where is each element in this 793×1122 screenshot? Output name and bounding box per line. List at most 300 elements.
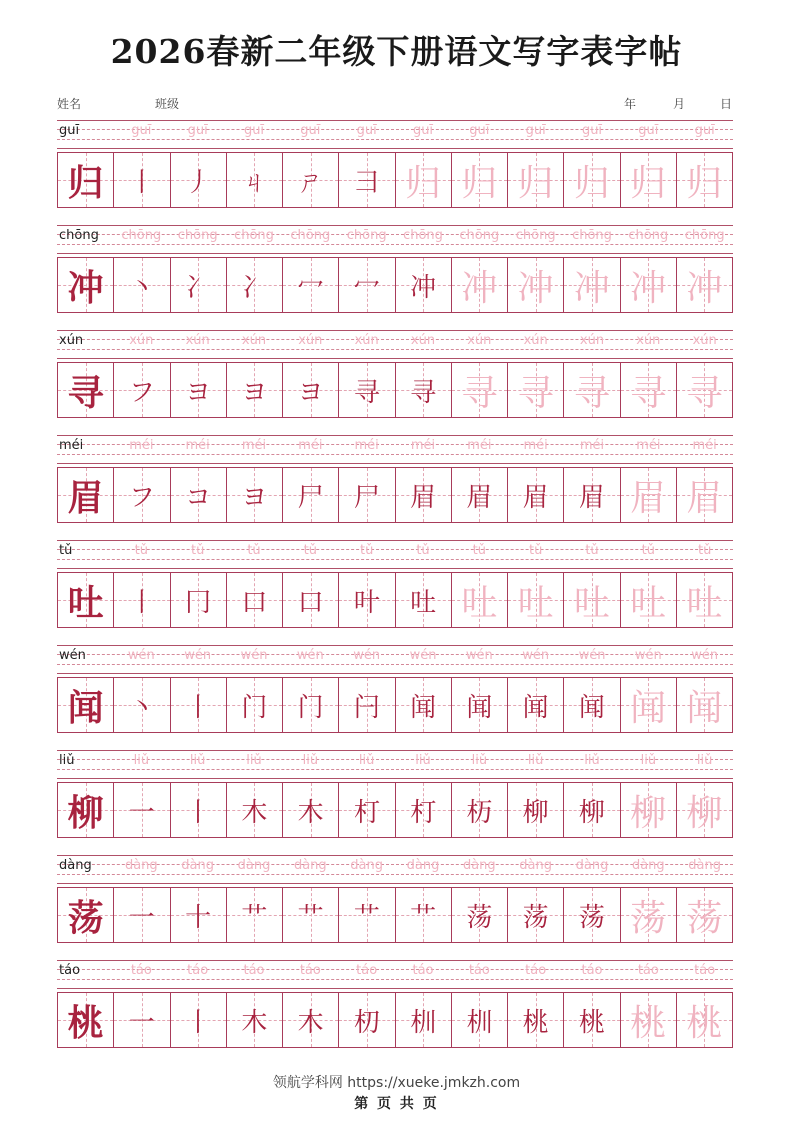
practice-row [57, 750, 733, 855]
tianzige-cell[interactable] [283, 993, 339, 1047]
stroke-order-step: ヨ [185, 377, 212, 408]
pinyin-trace: táo [581, 963, 603, 978]
tianzige-cell[interactable] [114, 783, 170, 837]
tianzige-cell[interactable] [283, 468, 339, 522]
tianzige-cell[interactable] [621, 258, 677, 312]
pinyin-trace: liǔ [189, 753, 206, 768]
model-character: 桃 [67, 1001, 104, 1044]
pinyin-trace: liǔ [415, 753, 431, 768]
tianzige-cell[interactable] [564, 573, 620, 627]
stroke-order-step: 尸 [297, 482, 324, 513]
pinyin-trace: méi [129, 438, 154, 453]
practice-row [57, 435, 733, 540]
pinyin-trace: wén [691, 648, 719, 663]
stroke-order-step: 眉 [466, 482, 493, 513]
stroke-order-step: 尸 [353, 482, 380, 513]
stroke-order-step: 眉 [522, 482, 549, 513]
pinyin-label: dàng [59, 858, 92, 873]
page-title: 2026春新二年级下册语文写字表字帖 [110, 32, 683, 71]
pinyin-trace: xún [410, 333, 436, 348]
pinyin-trace: guī [525, 123, 546, 138]
footer-page-number: 第 页 共 页 [354, 1096, 439, 1112]
tianzige-cell[interactable] [452, 888, 508, 942]
stroke-order-step: 门 [297, 692, 324, 723]
tianzige-cell[interactable] [58, 783, 114, 837]
tianzige-cell[interactable] [58, 573, 114, 627]
tianzige-cell[interactable] [227, 993, 283, 1047]
tianzige-cell[interactable] [396, 888, 452, 942]
tianzige-cell[interactable] [58, 993, 114, 1047]
stroke-order-step: 艹 [410, 902, 437, 933]
stroke-order-step: 寻 [410, 377, 437, 408]
tianzige-cell[interactable] [508, 573, 564, 627]
tianzige-cell[interactable] [508, 993, 564, 1047]
pinyin-trace: wén [409, 648, 437, 663]
tianzige-cell[interactable] [339, 888, 395, 942]
tianzige-cell[interactable] [564, 783, 620, 837]
tianzige-row [57, 572, 733, 628]
trace-character: 寻 [517, 372, 554, 414]
stroke-order-step: 杊 [410, 1007, 437, 1038]
pinyin-trace: táo [243, 963, 265, 978]
pinyin-trace: chōng [234, 228, 274, 243]
pinyin-trace: chōng [684, 228, 725, 243]
stroke-order-step: ヨ [297, 377, 324, 408]
pinyin-band [57, 855, 733, 883]
tianzige-cell[interactable] [227, 783, 283, 837]
pinyin-label: liǔ [59, 753, 75, 768]
tianzige-cell[interactable] [677, 153, 733, 207]
tianzige-cell[interactable] [339, 468, 395, 522]
tianzige-cell[interactable] [339, 363, 395, 417]
pinyin-trace: liǔ [358, 753, 375, 768]
footer-site: 领航学科网 https://xueke.jmkzh.com [272, 1075, 521, 1091]
stroke-order-step: 寻 [353, 377, 380, 408]
model-character: 吐 [67, 581, 104, 624]
tianzige-cell[interactable] [227, 258, 283, 312]
stroke-order-step: 口 [241, 587, 268, 618]
pinyin-trace: chōng [628, 228, 669, 243]
pinyin-trace: wén [578, 648, 606, 663]
day-label: 日 [720, 97, 733, 111]
tianzige-cell[interactable] [564, 153, 620, 207]
pinyin-trace: chōng [290, 228, 331, 243]
pinyin-trace: guī [187, 123, 208, 138]
stroke-order-step: フ [128, 482, 155, 513]
trace-character: 寻 [573, 372, 610, 414]
pinyin-trace: liǔ [696, 753, 713, 768]
tianzige-row [57, 887, 733, 943]
tianzige-cell[interactable] [114, 678, 170, 732]
pinyin-trace: dàng [519, 858, 553, 873]
tianzige-cell[interactable] [283, 153, 339, 207]
pinyin-trace: liǔ [527, 753, 544, 768]
pinyin-trace: xún [298, 333, 323, 348]
pinyin-trace: táo [468, 963, 490, 978]
tianzige-row [57, 677, 733, 733]
tianzige-cell[interactable] [621, 783, 677, 837]
tianzige-cell[interactable] [58, 678, 114, 732]
pinyin-trace: guī [694, 123, 715, 138]
tianzige-cell[interactable] [508, 258, 564, 312]
tianzige-cell[interactable] [452, 363, 508, 417]
tianzige-cell[interactable] [396, 258, 452, 312]
stroke-order-step: 木 [241, 797, 268, 828]
tianzige-cell[interactable] [227, 573, 283, 627]
stroke-order-step: 冫 [185, 272, 212, 303]
tianzige-cell[interactable] [677, 783, 733, 837]
tianzige-cell[interactable] [227, 888, 283, 942]
tianzige-row [57, 467, 733, 523]
tianzige-cell[interactable] [58, 468, 114, 522]
trace-character: 冲 [517, 267, 554, 309]
pinyin-trace: liǔ [584, 753, 600, 768]
tianzige-cell[interactable] [58, 363, 114, 417]
trace-character: 柳 [630, 792, 667, 834]
tianzige-cell[interactable] [114, 468, 170, 522]
tianzige-cell[interactable] [396, 363, 452, 417]
tianzige-cell[interactable] [452, 993, 508, 1047]
tianzige-cell[interactable] [58, 258, 114, 312]
tianzige-cell[interactable] [114, 888, 170, 942]
name-label: 姓名 [57, 97, 82, 111]
pinyin-label: méi [59, 438, 84, 453]
practice-row [57, 960, 733, 1065]
trace-character: 眉 [630, 477, 667, 519]
tianzige-row [57, 992, 733, 1048]
pinyin-trace: guī [356, 123, 377, 138]
tianzige-cell[interactable] [508, 888, 564, 942]
pinyin-trace: táo [299, 963, 321, 978]
tianzige-cell[interactable] [114, 573, 170, 627]
stroke-order-step: 口 [297, 587, 324, 618]
pinyin-trace: dàng [350, 858, 384, 873]
stroke-order-step: 杊 [466, 1007, 493, 1038]
stroke-order-step: 木 [297, 797, 324, 828]
tianzige-cell[interactable] [171, 468, 227, 522]
pinyin-trace: chōng [346, 228, 387, 243]
pinyin-trace: xún [241, 333, 267, 348]
practice-row [57, 225, 733, 330]
tianzige-cell[interactable] [283, 678, 339, 732]
trace-character: 吐 [573, 582, 610, 624]
stroke-order-step: 柳 [522, 797, 549, 828]
pinyin-trace: guī [469, 123, 490, 138]
stroke-order-step: 艹 [241, 902, 268, 933]
stroke-order-step: 丨 [128, 587, 155, 618]
model-character: 荡 [67, 896, 104, 939]
tianzige-cell[interactable] [339, 258, 395, 312]
pinyin-trace: méi [579, 438, 605, 453]
trace-character: 冲 [573, 267, 610, 309]
trace-character: 桃 [630, 1002, 667, 1044]
pinyin-trace: tǔ [134, 543, 148, 558]
tianzige-cell[interactable] [227, 678, 283, 732]
stroke-order-step: 桃 [578, 1007, 605, 1038]
tianzige-cell[interactable] [508, 363, 564, 417]
tianzige-cell[interactable] [564, 468, 620, 522]
trace-character: 柳 [686, 792, 723, 834]
tianzige-cell[interactable] [171, 153, 227, 207]
stroke-order-step: 眉 [578, 482, 605, 513]
tianzige-cell[interactable] [677, 993, 733, 1047]
stroke-order-step: 木 [241, 1007, 268, 1038]
tianzige-cell[interactable] [396, 153, 452, 207]
pinyin-trace: xún [467, 333, 492, 348]
tianzige-cell[interactable] [227, 363, 283, 417]
trace-character: 寻 [686, 372, 723, 414]
trace-character: 归 [517, 162, 554, 204]
tianzige-cell[interactable] [171, 783, 227, 837]
pinyin-trace: táo [637, 963, 659, 978]
tianzige-cell[interactable] [452, 258, 508, 312]
stroke-order-step: 丨 [185, 1007, 212, 1038]
tianzige-cell[interactable] [621, 363, 677, 417]
trace-character: 归 [461, 162, 498, 204]
pinyin-trace: dàng [406, 858, 440, 873]
practice-row [57, 540, 733, 645]
tianzige-cell[interactable] [339, 573, 395, 627]
pinyin-trace: liǔ [302, 753, 319, 768]
tianzige-cell[interactable] [677, 888, 733, 942]
pinyin-trace: wén [353, 648, 381, 663]
tianzige-cell[interactable] [396, 468, 452, 522]
pinyin-trace: táo [412, 963, 434, 978]
tianzige-cell[interactable] [171, 678, 227, 732]
tianzige-cell[interactable] [508, 468, 564, 522]
tianzige-cell[interactable] [508, 678, 564, 732]
tianzige-row [57, 362, 733, 418]
pinyin-trace: táo [130, 963, 152, 978]
year-label: 年 [624, 97, 637, 111]
tianzige-cell[interactable] [227, 153, 283, 207]
stroke-order-step: 丨 [128, 167, 155, 198]
tianzige-cell[interactable] [452, 783, 508, 837]
tianzige-cell[interactable] [339, 153, 395, 207]
tianzige-cell[interactable] [396, 678, 452, 732]
model-character: 柳 [67, 791, 104, 834]
stroke-order-step: 闻 [522, 692, 549, 723]
pinyin-trace: dàng [293, 858, 327, 873]
trace-character: 冲 [461, 267, 498, 309]
pinyin-trace: chōng [177, 228, 218, 243]
pinyin-trace: tǔ [472, 543, 486, 558]
stroke-order-step: 冫 [241, 272, 268, 303]
stroke-order-step: 丨 [185, 797, 212, 828]
tianzige-cell[interactable] [171, 573, 227, 627]
pinyin-trace: méi [354, 438, 379, 453]
pinyin-trace: tǔ [359, 543, 374, 558]
pinyin-trace: wén [296, 648, 324, 663]
tianzige-cell[interactable] [58, 888, 114, 942]
pinyin-trace: liǔ [471, 753, 488, 768]
pinyin-trace: guī [638, 123, 659, 138]
stroke-order-step: 冂 [185, 587, 212, 618]
practice-row [57, 120, 733, 225]
pinyin-trace: tǔ [585, 543, 599, 558]
pinyin-band [57, 750, 733, 778]
pinyin-trace: chōng [459, 228, 500, 243]
pinyin-band [57, 960, 733, 988]
tianzige-cell[interactable] [677, 573, 733, 627]
pinyin-trace: táo [694, 963, 716, 978]
stroke-order-step: ㄕ [297, 167, 324, 198]
stroke-order-step: ㄐ [241, 167, 268, 198]
tianzige-cell[interactable] [171, 258, 227, 312]
tianzige-cell[interactable] [677, 363, 733, 417]
tianzige-cell[interactable] [283, 363, 339, 417]
tianzige-row [57, 782, 733, 838]
pinyin-trace: xún [185, 333, 210, 348]
tianzige-cell[interactable] [114, 993, 170, 1047]
tianzige-cell[interactable] [171, 888, 227, 942]
stroke-order-step: 吐 [410, 587, 437, 618]
month-label: 月 [673, 97, 686, 111]
tianzige-cell[interactable] [396, 783, 452, 837]
pinyin-trace: xún [354, 333, 379, 348]
stroke-order-step: 一 [128, 797, 155, 828]
stroke-order-step: 艹 [297, 902, 324, 933]
tianzige-cell[interactable] [677, 468, 733, 522]
tianzige-cell[interactable] [58, 153, 114, 207]
stroke-order-step: 彐 [353, 167, 380, 198]
pinyin-trace: méi [692, 438, 717, 453]
tianzige-cell[interactable] [171, 993, 227, 1047]
pinyin-trace: liǔ [133, 753, 150, 768]
stroke-order-step: 丶 [128, 272, 155, 303]
pinyin-trace: dàng [181, 858, 215, 873]
tianzige-cell[interactable] [621, 468, 677, 522]
pinyin-trace: wén [634, 648, 662, 663]
pinyin-trace: chōng [121, 228, 162, 243]
stroke-order-step: 杤 [466, 797, 493, 828]
tianzige-cell[interactable] [621, 678, 677, 732]
tianzige-cell[interactable] [227, 468, 283, 522]
tianzige-cell[interactable] [621, 993, 677, 1047]
tianzige-cell[interactable] [508, 153, 564, 207]
pinyin-band [57, 120, 733, 148]
tianzige-cell[interactable] [621, 888, 677, 942]
pinyin-trace: méi [185, 438, 210, 453]
pinyin-trace: méi [523, 438, 548, 453]
trace-character: 归 [686, 162, 723, 204]
stroke-order-step: 朷 [353, 1007, 380, 1038]
stroke-order-step: 朾 [353, 797, 380, 828]
pinyin-trace: dàng [631, 858, 665, 873]
tianzige-cell[interactable] [339, 993, 395, 1047]
pinyin-trace: wén [127, 648, 155, 663]
pinyin-trace: táo [525, 963, 547, 978]
practice-row [57, 855, 733, 960]
pinyin-trace: dàng [575, 858, 609, 873]
tianzige-cell[interactable] [564, 678, 620, 732]
pinyin-trace: guī [243, 123, 265, 138]
pinyin-band [57, 330, 733, 358]
stroke-order-step: 桃 [522, 1007, 549, 1038]
stroke-order-step: 眉 [410, 482, 437, 513]
stroke-order-step: 柳 [578, 797, 605, 828]
tianzige-cell[interactable] [621, 153, 677, 207]
pinyin-trace: xún [692, 333, 717, 348]
tianzige-cell[interactable] [339, 783, 395, 837]
stroke-order-step: 闻 [466, 692, 493, 723]
pinyin-trace: dàng [237, 858, 271, 873]
tianzige-cell[interactable] [564, 363, 620, 417]
tianzige-cell[interactable] [677, 258, 733, 312]
pinyin-trace: táo [187, 963, 209, 978]
stroke-order-step: 冖 [297, 272, 324, 303]
tianzige-cell[interactable] [114, 153, 170, 207]
pinyin-trace: dàng [462, 858, 496, 873]
stroke-order-step: コ [185, 482, 212, 513]
pinyin-trace: wén [184, 648, 212, 663]
pinyin-label: guī [59, 123, 80, 138]
tianzige-cell[interactable] [283, 573, 339, 627]
tianzige-cell[interactable] [677, 678, 733, 732]
stroke-order-step: 丶 [128, 692, 155, 723]
tianzige-cell[interactable] [114, 258, 170, 312]
pinyin-band [57, 225, 733, 253]
tianzige-cell[interactable] [452, 678, 508, 732]
pinyin-trace: dàng [124, 858, 158, 873]
tianzige-cell[interactable] [564, 258, 620, 312]
tianzige-cell[interactable] [564, 888, 620, 942]
stroke-order-step: 门 [241, 692, 268, 723]
pinyin-trace: tǔ [697, 543, 712, 558]
pinyin-trace: wén [465, 648, 493, 663]
tianzige-cell[interactable] [564, 993, 620, 1047]
tianzige-cell[interactable] [171, 363, 227, 417]
tianzige-cell[interactable] [283, 783, 339, 837]
trace-character: 吐 [630, 582, 667, 624]
pinyin-band [57, 540, 733, 568]
pinyin-trace: táo [356, 963, 378, 978]
tianzige-cell[interactable] [114, 363, 170, 417]
stroke-order-step: 一 [128, 902, 155, 933]
trace-character: 归 [573, 162, 610, 204]
tianzige-cell[interactable] [283, 888, 339, 942]
pinyin-trace: xún [579, 333, 605, 348]
stroke-order-step: 一 [128, 1007, 155, 1038]
model-character: 眉 [67, 476, 104, 519]
tianzige-cell[interactable] [452, 468, 508, 522]
pinyin-band [57, 645, 733, 673]
stroke-order-step: 荡 [466, 902, 493, 933]
tianzige-cell[interactable] [283, 258, 339, 312]
stroke-order-step: 丨 [185, 692, 212, 723]
pinyin-trace: wén [240, 648, 268, 663]
practice-row [57, 330, 733, 435]
stroke-order-step: 丿 [185, 167, 212, 198]
trace-character: 归 [405, 162, 442, 204]
pinyin-trace: chōng [515, 228, 556, 243]
tianzige-cell[interactable] [339, 678, 395, 732]
tianzige-cell[interactable] [621, 573, 677, 627]
tianzige-cell[interactable] [452, 573, 508, 627]
pinyin-trace: méi [298, 438, 323, 453]
pinyin-label: wén [59, 648, 86, 663]
tianzige-cell[interactable] [508, 783, 564, 837]
pinyin-trace: tǔ [303, 543, 317, 558]
trace-character: 吐 [686, 582, 723, 624]
model-character: 冲 [67, 266, 104, 309]
trace-character: 吐 [517, 582, 554, 624]
pinyin-trace: xún [636, 333, 661, 348]
stroke-order-step: 朾 [410, 797, 437, 828]
tianzige-cell[interactable] [396, 573, 452, 627]
tianzige-cell[interactable] [396, 993, 452, 1047]
tianzige-cell[interactable] [452, 153, 508, 207]
